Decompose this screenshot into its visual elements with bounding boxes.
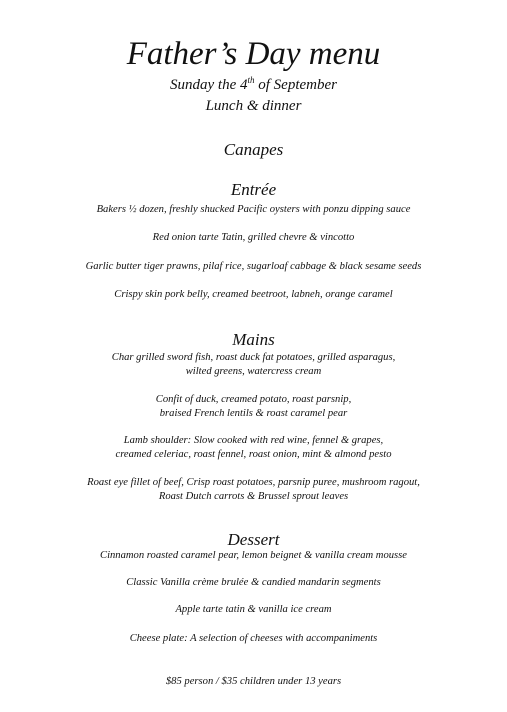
mains-item-1 [0,351,507,379]
dessert-item-1: Cinnamon roasted caramel pear, lemon beignet & vanilla cream mousse [100,550,407,561]
section-heading-entree: Entrée [230,180,277,199]
menu-date [0,76,507,94]
menu-date-rest: of September [254,77,337,93]
mains-item-2-line-1: Confit of duck, creamed potato, roast parsnip, [155,394,352,405]
mains-item-3-line-1: Lamb shoulder: Slow cooked with red wine, fennel & grapes, [123,435,384,446]
menu-service: Lunch & dinner [205,98,302,114]
entree-item-3: Garlic butter tiger prawns, pilaf rice, sugarloaf cabbage & black sesame seeds [85,261,422,272]
mains-item-3-line-2: creamed celeriac, roast fennel, roast onion, mint & almond pesto [115,449,392,460]
mains-item-4-line-1: Roast eye fillet of beef, Crisp roast potatoes, parsnip puree, mushroom ragout, [87,477,420,488]
entree-item-4: Crispy skin pork belly, creamed beetroot, labneh, orange caramel [114,289,393,300]
mains-item-4 [0,476,507,504]
menu-date-prefix: Sunday the 4 [170,77,248,93]
mains-item-1-line-2: wilted greens, watercress cream [185,366,322,377]
mains-item-1-line-1: Char grilled sword fish, roast duck fat potatoes, grilled asparagus, [111,352,396,363]
dessert-item-3: Apple tarte tatin & vanilla ice cream [175,604,332,615]
entree-item-2: Red onion tarte Tatin, grilled chevre & vincotto [152,232,355,243]
mains-item-4-line-2: Roast Dutch carrots & Brussel sprout leaves [158,491,349,502]
menu-price: $85 person / $35 children under 13 years [165,676,342,687]
mains-item-2-line-2: braised French lentils & roast caramel pear [159,408,348,419]
dessert-item-2: Classic Vanilla crème brulée & candied mandarin segments [126,577,381,588]
section-heading-canapes: Canapes [223,140,284,159]
menu-date-suffix: th [247,75,255,85]
mains-item-2 [0,393,507,421]
menu-title: Father’s Day menu [126,36,381,72]
dessert-item-4: Cheese plate: A selection of cheeses with accompaniments [129,633,378,644]
mains-item-3 [0,434,507,462]
entree-item-1: Bakers ½ dozen, freshly shucked Pacific oysters with ponzu dipping sauce [96,204,411,215]
section-heading-dessert: Dessert [227,530,280,549]
section-heading-mains: Mains [232,330,275,349]
